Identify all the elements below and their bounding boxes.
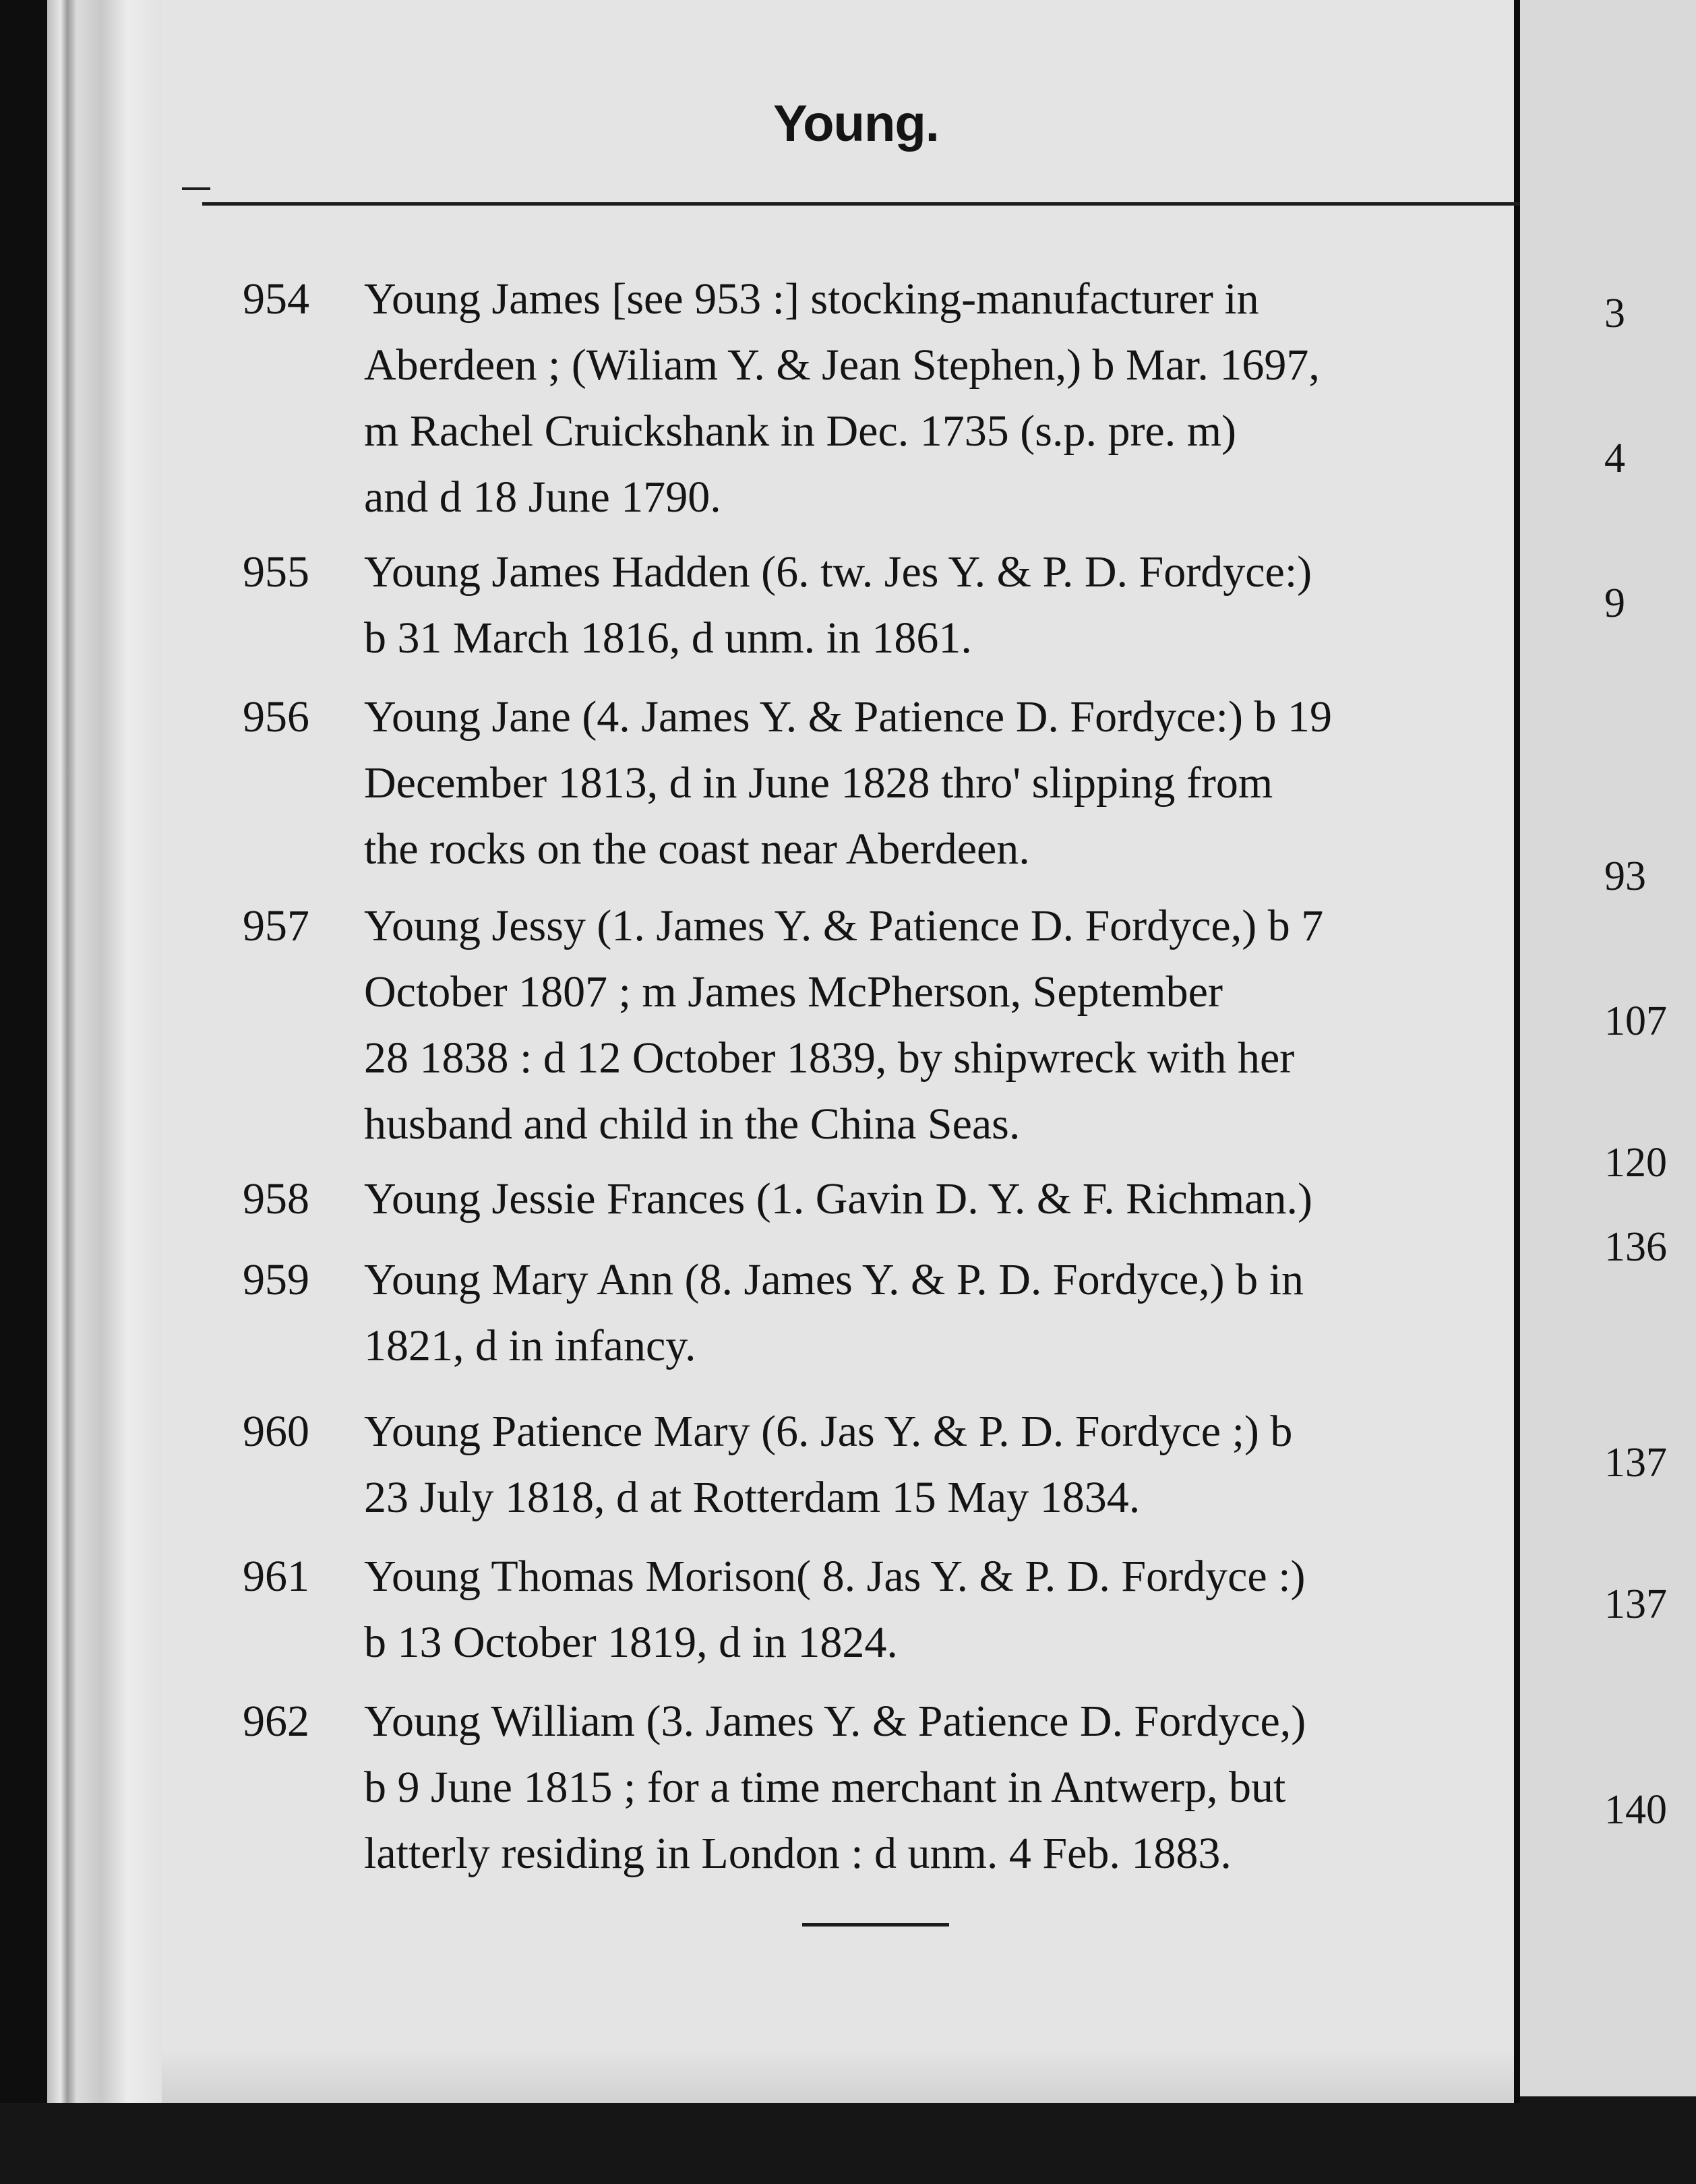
entry-number: 954 [243, 274, 309, 324]
adjacent-margin-number: 3 [1604, 291, 1625, 336]
page-title: Young. [773, 95, 939, 152]
scan-bottom-edge [0, 2103, 1696, 2184]
entry-line: b 13 October 1819, d in 1824. [364, 1618, 898, 1667]
entry-number: 959 [243, 1255, 309, 1304]
entry-line: Young James [see 953 :] stocking-manufacturer in [364, 274, 1259, 324]
entry-line: Aberdeen ; (Wiliam Y. & Jean Stephen,) b Mar. 1697, [364, 340, 1320, 390]
page-stack-edges [47, 0, 162, 2110]
entry-line: 23 July 1818, d at Rotterdam 15 May 1834. [364, 1473, 1141, 1522]
entry-text [364, 1544, 1510, 1676]
entry-line: Young William (3. James Y. & Patience D. Fordyce,) [364, 1697, 1306, 1746]
entry-line: and d 18 June 1790. [364, 473, 721, 522]
entry-text [364, 1689, 1510, 1887]
entry-line: Young Thomas Morison( 8. Jas Y. & P. D. Fordyce :) [364, 1552, 1306, 1601]
entry-line: m Rachel Cruickshank in Dec. 1735 (s.p. pre. m) [364, 406, 1237, 456]
entry-line: Young James Hadden (6. tw. Jes Y. & P. D. Fordyce:) [364, 547, 1312, 597]
adjacent-margin-number: 4 [1604, 435, 1625, 481]
entry-number: 956 [243, 692, 309, 741]
entry-line: husband and child in the China Seas. [364, 1099, 1021, 1149]
adjacent-margin-number: 120 [1604, 1140, 1667, 1186]
adjacent-margin-number: 93 [1604, 853, 1646, 899]
adjacent-margin-number: 107 [1604, 998, 1667, 1044]
entry-line: October 1807 ; m James McPherson, September [364, 967, 1223, 1017]
adjacent-margin-number: 137 [1604, 1440, 1667, 1486]
entry-text [364, 1399, 1510, 1531]
book-edge-shadow [0, 0, 47, 2184]
adjacent-margin-number: 137 [1604, 1581, 1667, 1627]
end-rule [802, 1923, 949, 1927]
entry-text [364, 893, 1510, 1157]
entry-number: 955 [243, 547, 309, 597]
entry-line: Young Jessy (1. James Y. & Patience D. Fordyce,) b 7 [364, 901, 1324, 950]
entry-line: the rocks on the coast near Aberdeen. [364, 824, 1030, 874]
entry-line: Young Mary Ann (8. James Y. & P. D. Fordyce,) b in [364, 1255, 1304, 1304]
entry-line: 1821, d in infancy. [364, 1321, 696, 1370]
adjacent-margin-number: 136 [1604, 1224, 1667, 1270]
entry-text [364, 1247, 1510, 1379]
entry-number: 961 [243, 1552, 309, 1601]
entry-number: 957 [243, 901, 309, 950]
entry-text [364, 539, 1510, 671]
adjacent-margin-number: 9 [1604, 580, 1625, 626]
entry-text [364, 684, 1510, 882]
adjacent-margin-number: 140 [1604, 1787, 1667, 1833]
entry-line: b 9 June 1815 ; for a time merchant in Antwerp, but [364, 1763, 1286, 1812]
entry-line: 28 1838 : d 12 October 1839, by shipwreck with her [364, 1033, 1295, 1083]
entry-line: December 1813, d in June 1828 thro' slipping from [364, 758, 1273, 808]
entry-text [364, 266, 1510, 530]
entry-line: Young Jessie Frances (1. Gavin D. Y. & F. Richman.) [364, 1174, 1312, 1223]
entry-number: 958 [243, 1174, 309, 1223]
rule-tick [182, 187, 210, 190]
entry-line: Young Jane (4. James Y. & Patience D. Fordyce:) b 19 [364, 692, 1332, 741]
entry-text [364, 1166, 1510, 1232]
header-rule [202, 202, 1520, 206]
entry-number: 962 [243, 1697, 309, 1746]
entry-line: latterly residing in London : d unm. 4 Feb. 1883. [364, 1829, 1232, 1878]
entry-number: 960 [243, 1407, 309, 1456]
entry-line: b 31 March 1816, d unm. in 1861. [364, 613, 972, 663]
book-gutter [1514, 0, 1520, 2110]
page-bottom-shade [162, 2049, 1517, 2110]
entry-line: Young Patience Mary (6. Jas Y. & P. D. Fordyce ;) b [364, 1407, 1293, 1456]
